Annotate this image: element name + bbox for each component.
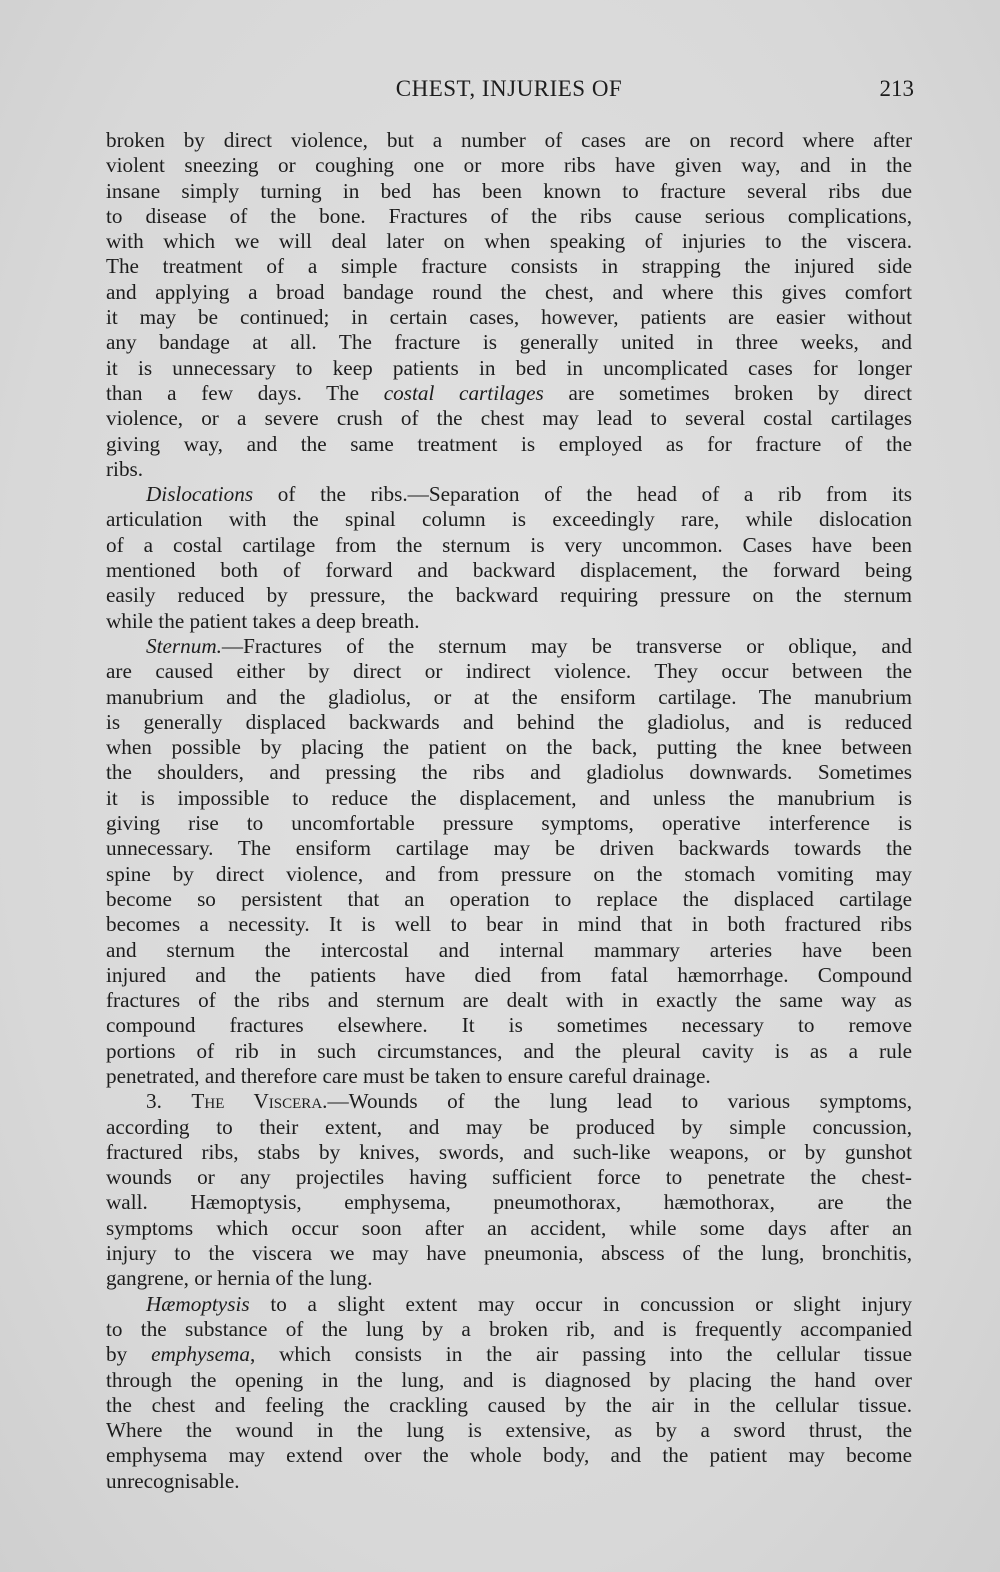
text-line xyxy=(106,381,912,406)
small-caps-heading: The Viscera. xyxy=(191,1089,328,1114)
italic-term: emphysema xyxy=(151,1342,250,1367)
text-line: with which we will deal later on when speaking of injuries to the viscera. xyxy=(106,229,912,254)
text-line: it is impossible to reduce the displacement, and unless the manubrium is xyxy=(106,785,912,810)
text-run: , which consists in the air passing into the cellular tissue xyxy=(249,1342,913,1367)
text-line: articulation with the spinal column is exceedingly rare, while dislocation xyxy=(106,507,912,532)
text-line: are caused either by direct or indirect violence. They occur between the xyxy=(106,659,912,684)
text-line: insane simply turning in bed has been known to fracture several ribs due xyxy=(106,178,912,203)
text-line: giving rise to uncomfortable pressure symptoms, operative interference is xyxy=(106,811,912,836)
text-line xyxy=(106,482,912,507)
text-line: and sternum the intercostal and internal mammary arteries have been xyxy=(106,937,912,962)
italic-run xyxy=(146,482,253,506)
text-line: according to their extent, and may be produced by simple concussion, xyxy=(106,1114,912,1139)
text-line: fractured ribs, stabs by knives, swords, and such-like weapons, or by gunshot xyxy=(106,1139,912,1164)
text-line: is generally displaced backwards and behind the gladiolus, and is reduced xyxy=(106,709,912,734)
text-line: symptoms which occur soon after an accident, while some days after an xyxy=(106,1215,912,1240)
text-line: the shoulders, and pressing the ribs and gladiolus downwards. Sometimes xyxy=(106,760,912,785)
text-line: portions of rib in such circumstances, and the pleural cavity is as a rule xyxy=(106,1038,912,1063)
text-line: any bandage at all. The fracture is generally united in three weeks, and xyxy=(106,330,912,355)
italic-run xyxy=(384,381,544,405)
text-run: —Fractures of the sternum may be transverse or oblique, and xyxy=(221,633,912,658)
text-line: to disease of the bone. Fractures of the ribs cause serious complications, xyxy=(106,203,912,228)
running-title: CHEST, INJURIES OF xyxy=(395,76,623,101)
text-line: giving way, and the same treatment is employed as for fracture of the xyxy=(106,431,912,456)
text-line: when possible by placing the patient on the back, putting the knee between xyxy=(106,735,912,760)
text-line: easily reduced by pressure, the backward requiring pressure on the sternum xyxy=(106,583,912,608)
italic-run xyxy=(146,1292,250,1316)
italic-term: Sternum. xyxy=(146,633,222,658)
text-run: of the ribs.—Separation of the head of a rib from its xyxy=(253,482,912,507)
text-line: through the opening in the lung, and is diagnosed by placing the hand over xyxy=(106,1367,912,1392)
body-text xyxy=(106,128,912,1494)
text-line: spine by direct violence, and from pressure on the stomach vomiting may xyxy=(106,861,912,886)
text-line: violent sneezing or coughing one or more ribs have given way, and in the xyxy=(106,153,912,178)
text-line: fractures of the ribs and sternum are dealt with in exactly the same way as xyxy=(106,988,912,1013)
text-line: compound fractures elsewhere. It is sometimes necessary to remove xyxy=(106,1013,912,1038)
italic-run xyxy=(151,1342,250,1366)
italic-run xyxy=(146,634,222,658)
text-line: emphysema may extend over the whole body, and the patient may become xyxy=(106,1443,912,1468)
page-number: 213 xyxy=(879,76,914,101)
text-line: and applying a broad bandage round the chest, and where this gives comfort xyxy=(106,279,912,304)
text-line: The treatment of a simple fracture consists in strapping the injured side xyxy=(106,254,912,279)
text-line: become so persistent that an operation to replace the displaced cartilage xyxy=(106,886,912,911)
text-line: gangrene, or hernia of the lung. xyxy=(106,1266,373,1291)
text-line: to the substance of the lung by a broken rib, and is frequently accompanied xyxy=(106,1316,912,1341)
italic-term: Dislocations xyxy=(146,482,254,507)
text-line: unrecognisable. xyxy=(106,1468,240,1493)
text-line xyxy=(106,1292,912,1317)
text-line: manubrium and the gladiolus, or at the ensiform cartilage. The manubrium xyxy=(106,684,912,709)
text-line: of a costal cartilage from the sternum is very uncommon. Cases have been xyxy=(106,532,912,557)
text-line: unnecessary. The ensiform cartilage may be driven backwards towards the xyxy=(106,836,912,861)
text-line: wall. Hæmoptysis, emphysema, pneumothorax, hæmothorax, are the xyxy=(106,1190,912,1215)
text-line: broken by direct violence, but a number of cases are on record where after xyxy=(106,128,912,152)
text-line: becomes a necessity. It is well to bear in mind that in both fractured ribs xyxy=(106,912,912,937)
text-line: ribs. xyxy=(106,456,144,481)
text-run: than a few days. The xyxy=(106,380,384,405)
text-line: while the patient takes a deep breath. xyxy=(106,608,420,633)
text-line: it may be continued; in certain cases, however, patients are easier without xyxy=(106,305,912,330)
running-head xyxy=(104,76,914,112)
text-line: mentioned both of forward and backward displacement, the forward being xyxy=(106,558,912,583)
text-line: injured and the patients have died from fatal hæmorrhage. Compound xyxy=(106,962,912,987)
text-line: injury to the viscera we may have pneumonia, abscess of the lung, bronchitis, xyxy=(106,1241,912,1266)
text-run: —Wounds of the lung lead to various symptoms, xyxy=(327,1089,913,1114)
italic-term: costal cartilages xyxy=(383,380,544,405)
text-line xyxy=(106,1089,912,1114)
text-run: are sometimes broken by direct xyxy=(543,380,912,405)
text-line: penetrated, and therefore care must be taken to ensure careful drainage. xyxy=(106,1063,711,1088)
text-run: 3. xyxy=(146,1089,192,1114)
italic-term: Hæmoptysis xyxy=(146,1291,250,1316)
text-line: it is unnecessary to keep patients in bed in uncomplicated cases for longer xyxy=(106,355,912,380)
text-run: to a slight extent may occur in concussion or slight injury xyxy=(249,1291,912,1316)
text-line xyxy=(106,1342,912,1367)
text-line: wounds or any projectiles having sufficient force to penetrate the chest- xyxy=(106,1165,912,1190)
text-line xyxy=(106,634,912,659)
text-run: by xyxy=(106,1342,152,1367)
text-line: the chest and feeling the crackling caused by the air in the cellular tissue. xyxy=(106,1392,912,1417)
text-line: Where the wound in the lung is extensive, as by a sword thrust, the xyxy=(106,1418,912,1443)
text-line: violence, or a severe crush of the chest may lead to several costal cartilages xyxy=(106,406,912,431)
